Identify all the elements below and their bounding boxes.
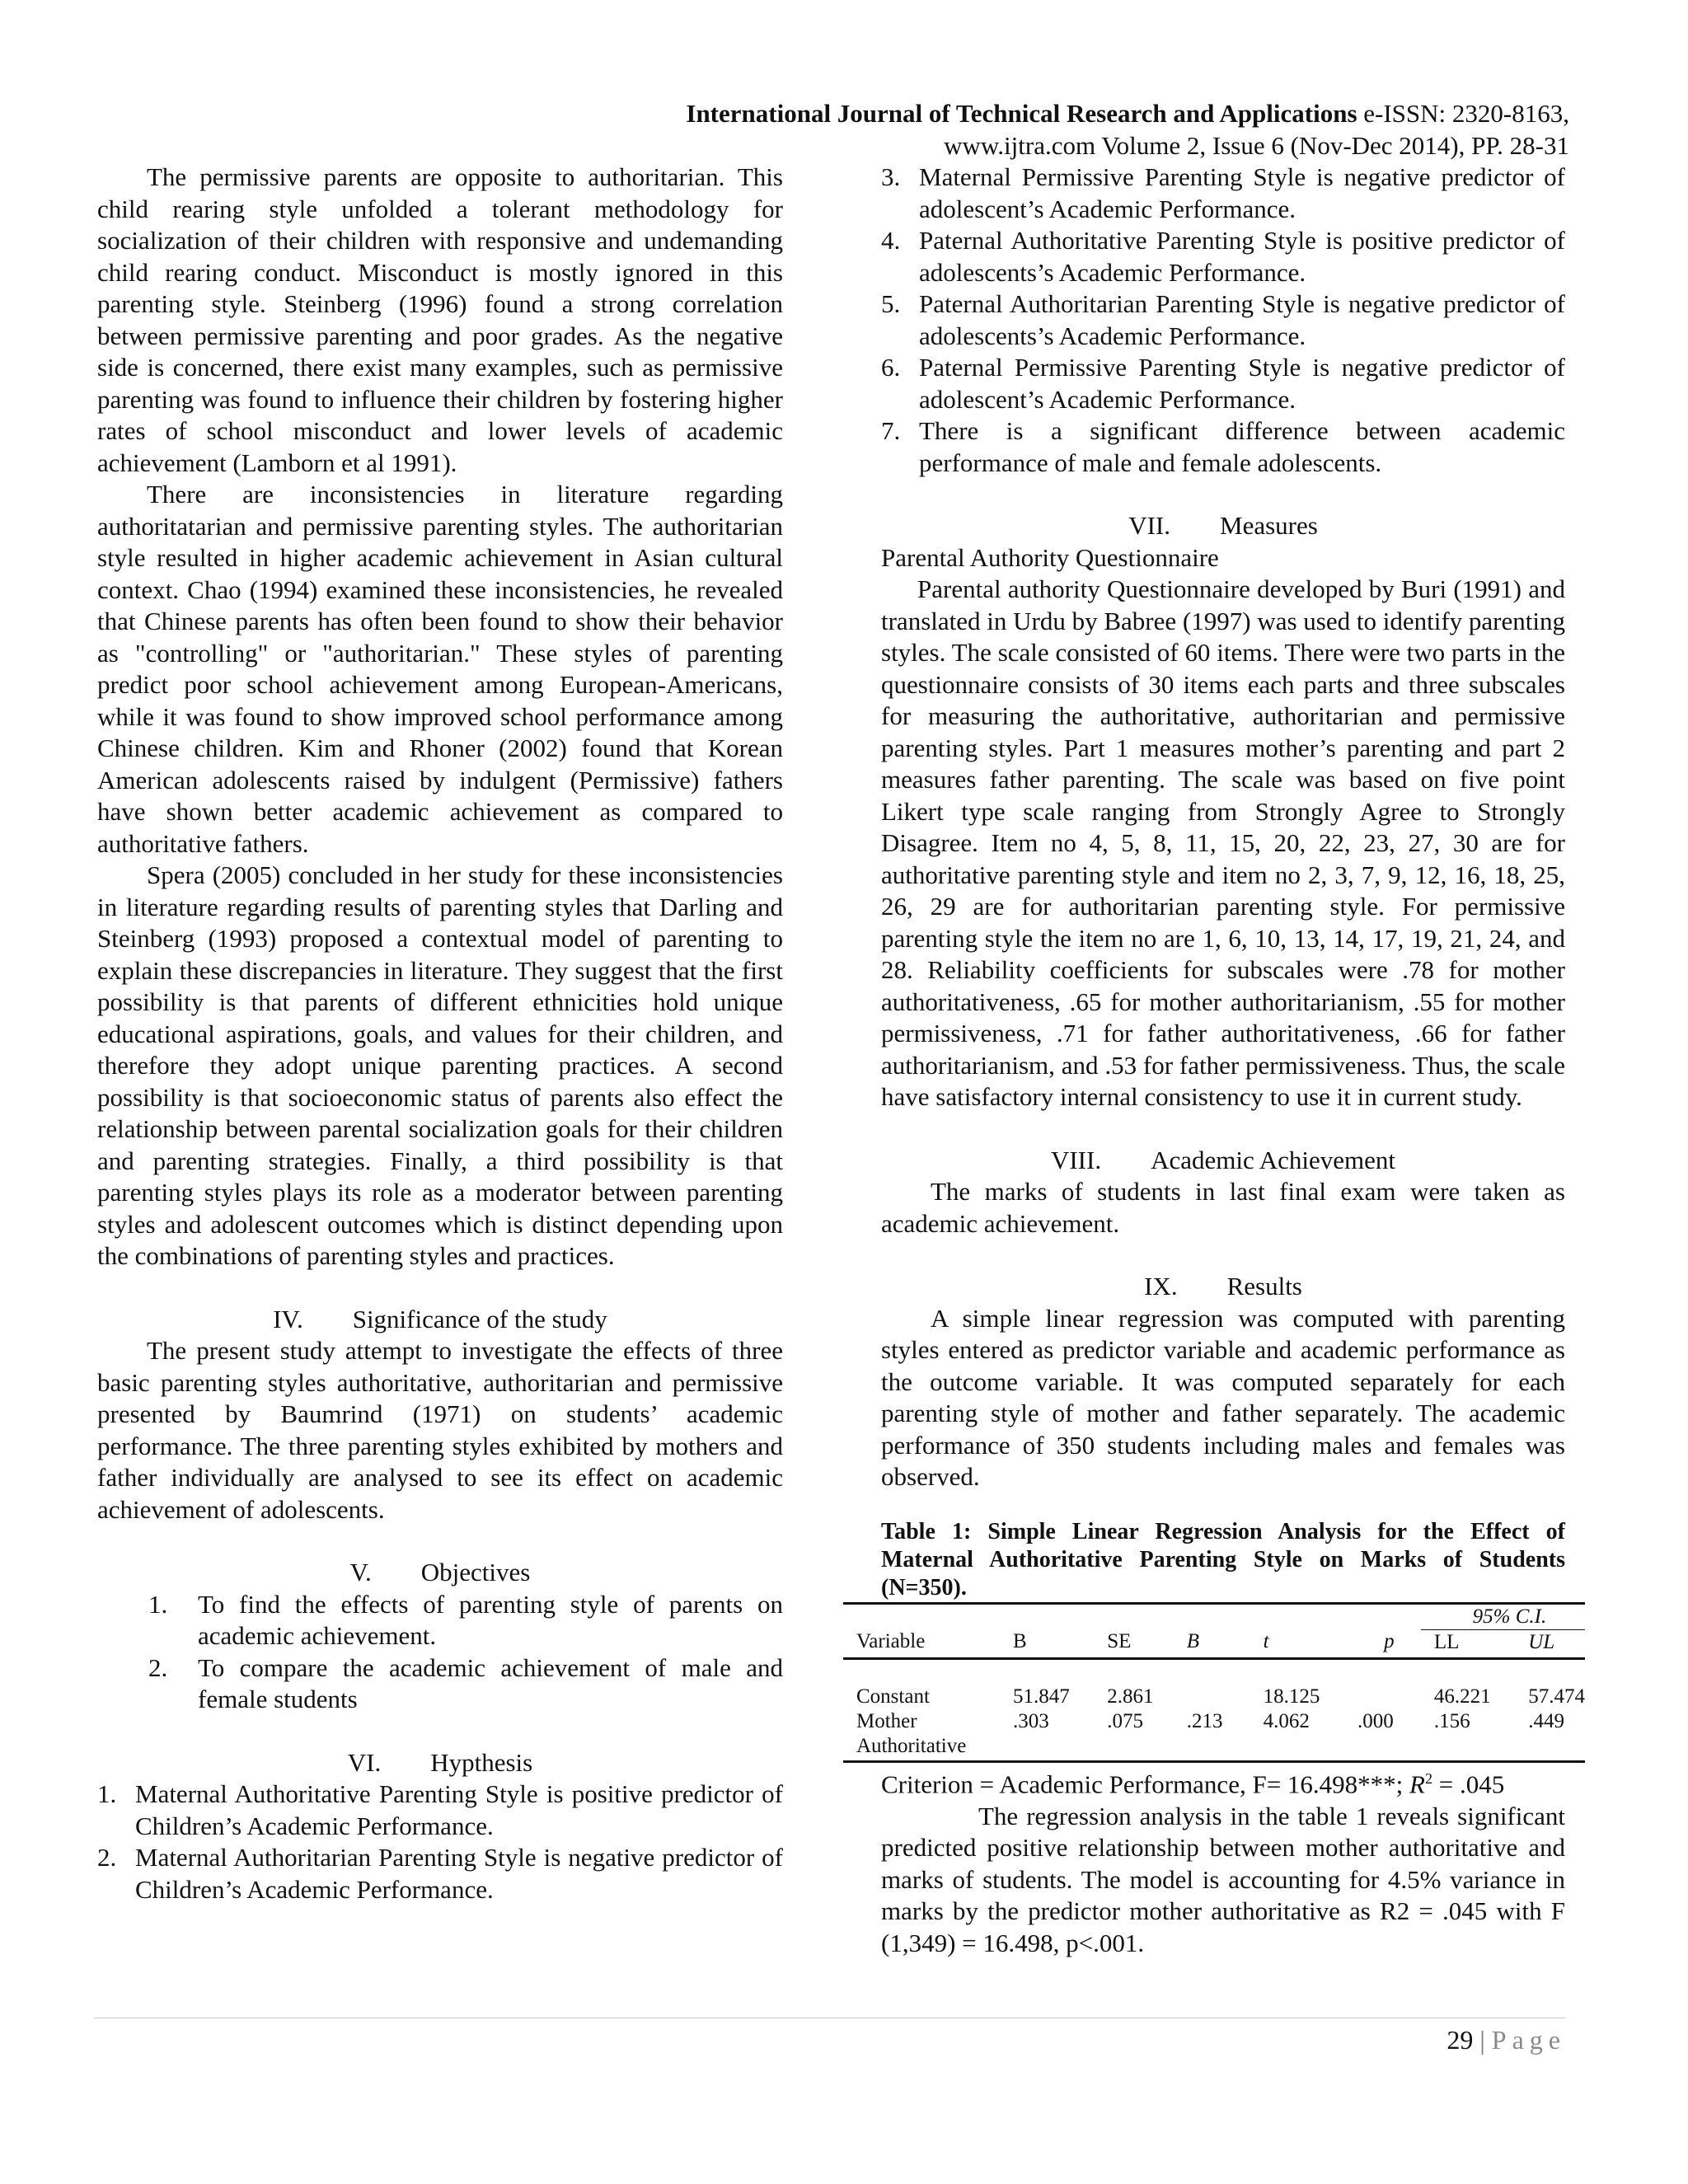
subheading: Parental Authority Questionnaire (881, 542, 1219, 572)
page-header (498, 97, 1569, 162)
column-header: p (1384, 1630, 1395, 1652)
column-header: Β (1186, 1630, 1200, 1652)
paragraph: The regression analysis in the table 1 reveals significant predicted positive relationship between mother authoritative and marks of students. The model is accounting for 4.5% variance in marks by the predictor mother authoritative as R2 = .045 with F (1,349) = 16.498, p<.001. (881, 1801, 1565, 1957)
hypothesis-list (97, 1779, 783, 1905)
list-item: 7. There is a significant difference between academic performance of male and female adolescents. (881, 416, 1565, 477)
list-item: 4. Paternal Authoritative Parenting Style is positive predictor of adolescents’s Academic Performance. (881, 226, 1565, 287)
column-header: Variable (856, 1630, 926, 1652)
table-note: Criterion = Academic Performance, F= 16.498***; $R^2 = .045$ (881, 1769, 1505, 1799)
left-column (97, 162, 783, 1905)
paragraph: Spera (2005) concluded in her study for these inconsistencies in literature regarding results of parenting styles that Darling and Steinberg (1993) proposed a contextual model of parenting to explain these discrepancies in literature. They suggest that the first possibility is that parents of different ethnicities hold unique educational aspirations, goals, and values for their children, and therefore they adopt unique parenting practices. A second possibility is that socioeconomic status of parents also effect the relationship between parental socialization goals for their children and parenting strategies. Finally, a third possibility is that parenting styles plays its role as a moderator between parenting styles and adolescent outcomes which is distinct depending upon the combinations of parenting styles and practices. (97, 860, 783, 1270)
paragraph: A simple linear regression was computed with parenting styles entered as predictor variable and academic performance as the outcome variable. It was computed separately for each parenting style of mother and father separately. The academic performance of 350 students including males and females was observed. (881, 1303, 1565, 1491)
column-header: UL (1528, 1630, 1555, 1653)
table-row: Mother .303 .075 .213 4.062 .000 .156 .449 (856, 1710, 1564, 1732)
list-item: 3. Maternal Permissive Parenting Style is negative predictor of adolescent’s Academic Performance. (881, 162, 1565, 223)
journal-title: International Journal of Technical Research and Applications (686, 99, 1357, 128)
journal-volume-info: www.ijtra.com Volume 2, Issue 6 (Nov-Dec 2014), PP. 28-31 (944, 131, 1569, 160)
column-header: SE (1107, 1630, 1132, 1652)
objectives-list (97, 1589, 783, 1716)
column-header: B (1012, 1630, 1027, 1652)
column-header: t (1263, 1630, 1269, 1652)
list-item: 2. Maternal Authoritarian Parenting Style is negative predictor of Children’s Academic Performance. (97, 1843, 783, 1904)
table-caption: Table 1: Simple Linear Regression Analysis for the Effect of Maternal Authoritative Parenting Style on Marks of Students (N=350). (881, 1518, 1565, 1601)
ci-header: 95% C.I. (1421, 1603, 1585, 1629)
paragraph: Parental authority Questionnaire developed by Buri (1991) and translated in Urdu by Babree (1997) was used to identify parenting styles. The scale consisted of 60 items. There were two parts in the questionnaire consists of 30 items each parts and three subscales for measuring the authoritative, authoritarian and permissive parenting styles. Part 1 measures mother’s parenting and part 2 measures father parenting. The scale was based on five point Likert type scale ranging from Strongly Agree to Strongly Disagree. Item no 4, 5, 8, 11, 15, 20, 22, 23, 27, 30 are for authoritative parenting style and item no 2, 3, 7, 9, 12, 16, 18, 25, 26, 29 are for authoritarian parenting style. For permissive parenting style the item no are 1, 6, 10, 13, 14, 17, 19, 21, 24, and 28. Reliability coefficients for subscales were .78 for mother authoritativeness, .65 for mother authoritarianism, .55 for mother permissiveness, .71 for father authoritativeness, .66 for father authoritarianism, and .53 for father permissiveness. Thus, the scale have satisfactory internal consistency to use it in current study. (881, 574, 1565, 1111)
section-heading-vii: VII. Measures (1128, 511, 1318, 540)
section-heading-iv: IV. Significance of the study (273, 1304, 607, 1333)
page-number: 29 | Page (1447, 2025, 1566, 2055)
regression-table: 95% C.I. Variable B SE Β t p LL UL Constant 51.847 2.861 18.125 46.221 57.474 Mother .303 .075 .213 4.062 .000 .156 .449 Authoritative (843, 1602, 1585, 1764)
paragraph: The permissive parents are opposite to authoritarian. This child rearing style unfolded a tolerant methodology for socialization of their children with responsive and undemanding child rearing conduct. Misconduct is mostly ignored in this parenting style. Steinberg (1996) found a strong correlation between permissive parenting and poor grades. As the negative side is concerned, there exist many examples, such as permissive parenting was found to influence their children by fostering higher rates of school misconduct and lower levels of academic achievement (Lamborn et al 1991). (97, 162, 783, 477)
paragraph: There are inconsistencies in literature regarding authoritatarian and permissive parenting styles. The authoritarian style resulted in higher academic achievement in Asian cultural context. Chao (1994) examined these inconsistencies, he revealed that Chinese parents has often been found to show their behavior as "controlling" or "authoritarian." These styles of parenting predict poor school achievement among European-Americans, while it was found to show improved school performance among Chinese children. Kim and Rhoner (2002) found that Korean American adolescents raised by indulgent (Permissive) fathers have shown better academic achievement as compared to authoritative fathers. (97, 480, 783, 858)
section-heading-v: V. Objectives (349, 1558, 531, 1586)
list-item: 6. Paternal Permissive Parenting Style is negative predictor of adolescent’s Academic Performance. (881, 353, 1565, 414)
section-heading-vi: VI. Hypthesis (347, 1747, 533, 1777)
list-item: 5. Paternal Authoritarian Parenting Style is negative predictor of adolescents’s Academic Performance. (881, 289, 1565, 350)
section-heading-viii: VIII. Academic Achievement (1050, 1145, 1396, 1174)
hypothesis-list-continued (881, 162, 1565, 479)
paragraph: The present study attempt to investigate the effects of three basic parenting styles authoritative, authoritarian and permissive presented by Baumrind (1971) on students’ academic performance. The three parenting styles exhibited by mothers and father individually are analysed to see its effect on academic achievement of adolescents. (97, 1336, 783, 1524)
paragraph: The marks of students in last final exam were taken as academic achievement. (881, 1177, 1565, 1238)
list-item: 2. To compare the academic achievement of male and female students (148, 1652, 783, 1713)
section-heading-ix: IX. Results (1144, 1272, 1302, 1301)
right-column (856, 162, 1585, 1959)
list-item: 1. To find the effects of parenting style of parents on academic achievement. (148, 1589, 783, 1650)
column-header: LL (1433, 1630, 1460, 1653)
table-row: Constant 51.847 2.861 18.125 46.221 57.474 (856, 1685, 1585, 1708)
list-item: 1. Maternal Authoritative Parenting Style is positive predictor of Children’s Academic Performance. (97, 1779, 783, 1840)
journal-issn: e-ISSN: 2320-8163, (1357, 99, 1569, 128)
